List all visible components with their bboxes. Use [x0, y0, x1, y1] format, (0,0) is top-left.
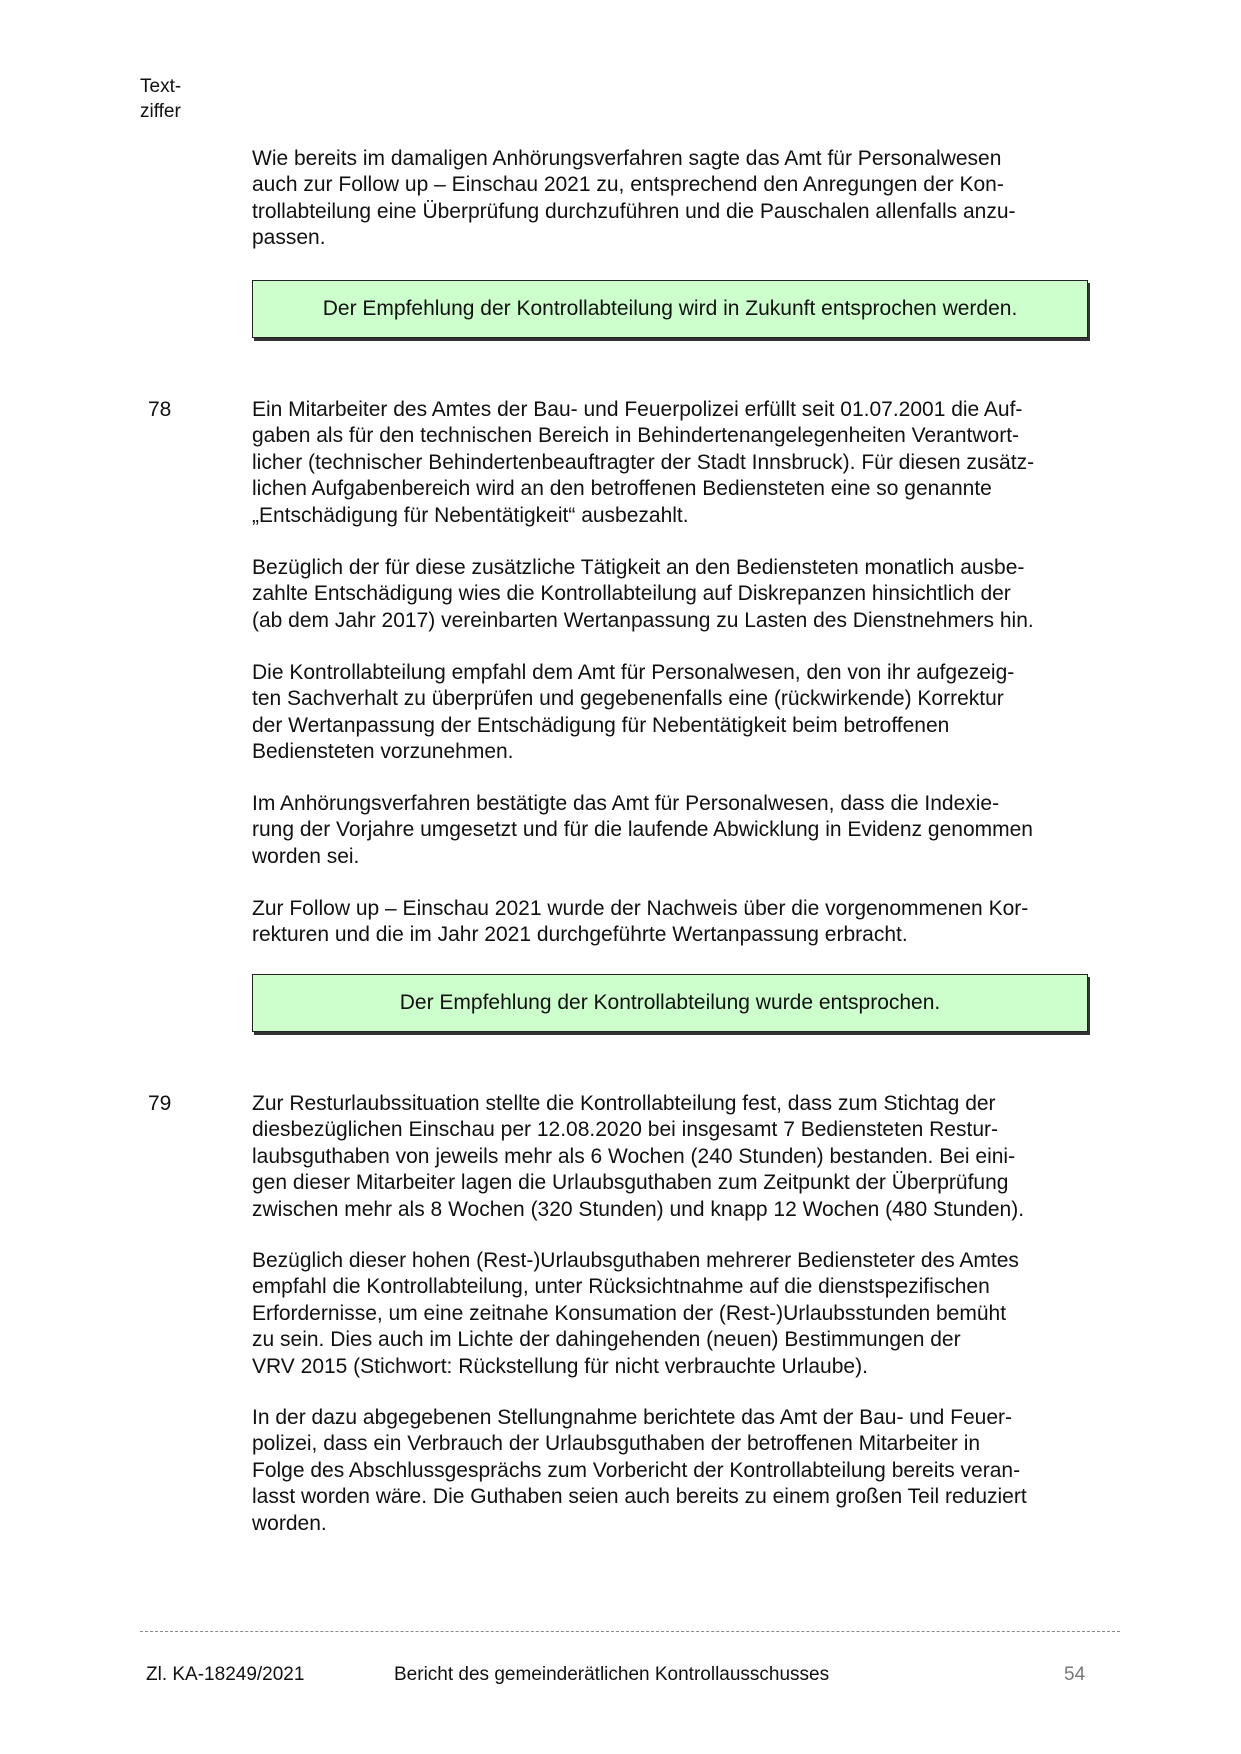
footer-title: Bericht des gemeinderätlichen Kontrollausschusses [394, 1664, 830, 1685]
text-line: worden sei. [252, 844, 360, 868]
text-line: diesbezüglichen Einschau per 12.08.2020 bei insgesamt 7 Bediensteten Restur- [252, 1118, 998, 1142]
text-line: zwischen mehr als 8 Wochen (320 Stunden) und knapp 12 Wochen (480 Stunden). [252, 1197, 1025, 1221]
text-line: gaben als für den technischen Bereich in Behindertenangelegenheiten Verantwort- [252, 424, 1020, 448]
paragraph [252, 896, 1090, 949]
footer-reference: Zl. KA-18249/2021 [146, 1664, 305, 1685]
text-line: lasst worden wäre. Die Guthaben seien auch bereits zu einem großen Teil reduziert [252, 1485, 1027, 1509]
text-line: ten Sachverhalt zu überprüfen und gegebenenfalls eine (rückwirkende) Korrektur [252, 687, 1004, 711]
text-line: Wie bereits im damaligen Anhörungsverfahren sagte das Amt für Personalwesen [252, 147, 1002, 170]
paragraph [252, 1248, 1090, 1380]
text-line: rekturen und die im Jahr 2021 durchgeführte Wertanpassung erbracht. [252, 923, 908, 947]
text-number: 79 [148, 1092, 172, 1115]
text-line: laubsguthaben von jeweils mehr als 6 Wochen (240 Stunden) bestanden. Bei eini- [252, 1144, 1016, 1168]
text-line: gen dieser Mitarbeiter lagen die Urlaubsguthaben zum Zeitpunkt der Überprüfung [252, 1171, 1009, 1195]
footer-divider [140, 1631, 1120, 1632]
text-line: Bezüglich der für diese zusätzliche Tätigkeit an den Bediensteten monatlich ausbe- [252, 556, 1025, 579]
margin-label-line2: ziffer [140, 101, 181, 122]
text-line: licher (technischer Behindertenbeauftragter der Stadt Innsbruck). Für diesen zusätz- [252, 450, 1035, 474]
text-line: (ab dem Jahr 2017) vereinbarten Wertanpassung zu Lasten des Dienstnehmers hin. [252, 608, 1034, 632]
paragraph [252, 146, 1090, 252]
text-line: Zur Follow up – Einschau 2021 wurde der Nachweis über die vorgenommenen Kor- [252, 897, 1029, 920]
text-line: Bediensteten vorzunehmen. [252, 740, 514, 764]
paragraph [252, 1405, 1090, 1537]
text-number: 78 [148, 398, 172, 421]
text-line: der Wertanpassung der Entschädigung für Nebentätigkeit beim betroffenen [252, 713, 950, 737]
text-line: rung der Vorjahre umgesetzt und für die laufende Abwicklung in Evidenz genommen [252, 818, 1033, 842]
text-line: VRV 2015 (Stichwort: Rückstellung für nicht verbrauchte Urlaube). [252, 1354, 868, 1378]
page-number: 54 [1064, 1664, 1086, 1685]
text-line: passen. [252, 226, 326, 250]
text-line: Folge des Abschlussgesprächs zum Vorbericht der Kontrollabteilung bereits veran- [252, 1458, 1021, 1482]
text-line: auch zur Follow up – Einschau 2021 zu, entsprechend den Anregungen der Kon- [252, 173, 1004, 197]
text-line: Die Kontrollabteilung empfahl dem Amt für Personalwesen, den von ihr aufgezeig- [252, 661, 1015, 684]
margin-label-line1: Text- [140, 76, 182, 97]
text-line: empfahl die Kontrollabteilung, unter Rücksichtnahme auf die dienstspezifischen [252, 1275, 990, 1299]
paragraph [252, 555, 1090, 634]
text-line: trollabteilung eine Überprüfung durchzuführen und die Pauschalen allenfalls anzu- [252, 199, 1016, 223]
margin-label [140, 74, 181, 124]
text-line: zu sein. Dies auch im Lichte der dahingehenden (neuen) Bestimmungen der [252, 1328, 961, 1352]
text-line: Ein Mitarbeiter des Amtes der Bau- und Feuerpolizei erfüllt seit 01.07.2001 die Auf- [252, 398, 1023, 421]
text-line: Im Anhörungsverfahren bestätigte das Amt für Personalwesen, dass die Indexie- [252, 792, 1000, 815]
paragraph [252, 791, 1090, 870]
paragraph [252, 660, 1090, 766]
text-line: Bezüglich dieser hohen (Rest-)Urlaubsguthaben mehrerer Bediensteter des Amtes [252, 1249, 1019, 1272]
text-line: Erfordernisse, um eine zeitnahe Konsumation der (Rest-)Urlaubsstunden bemüht [252, 1301, 1007, 1325]
recommendation-box: Der Empfehlung der Kontrollabteilung wird in Zukunft entsprochen werden. [252, 280, 1088, 338]
paragraph [252, 1091, 1090, 1223]
recommendation-box: Der Empfehlung der Kontrollabteilung wurde entsprochen. [252, 974, 1088, 1032]
text-line: In der dazu abgegebenen Stellungnahme berichtete das Amt der Bau- und Feuer- [252, 1406, 1013, 1429]
text-line: worden. [252, 1511, 327, 1535]
text-line: polizei, dass ein Verbrauch der Urlaubsguthaben der betroffenen Mitarbeiter in [252, 1432, 981, 1456]
text-line: Zur Resturlaubssituation stellte die Kontrollabteilung fest, dass zum Stichtag der [252, 1092, 996, 1115]
text-line: „Entschädigung für Nebentätigkeit“ ausbezahlt. [252, 503, 689, 527]
text-line: zahlte Entschädigung wies die Kontrollabteilung auf Diskrepanzen hinsichtlich der [252, 582, 1011, 606]
text-line: lichen Aufgabenbereich wird an den betroffenen Bediensteten eine so genannte [252, 477, 992, 501]
paragraph [252, 397, 1090, 529]
